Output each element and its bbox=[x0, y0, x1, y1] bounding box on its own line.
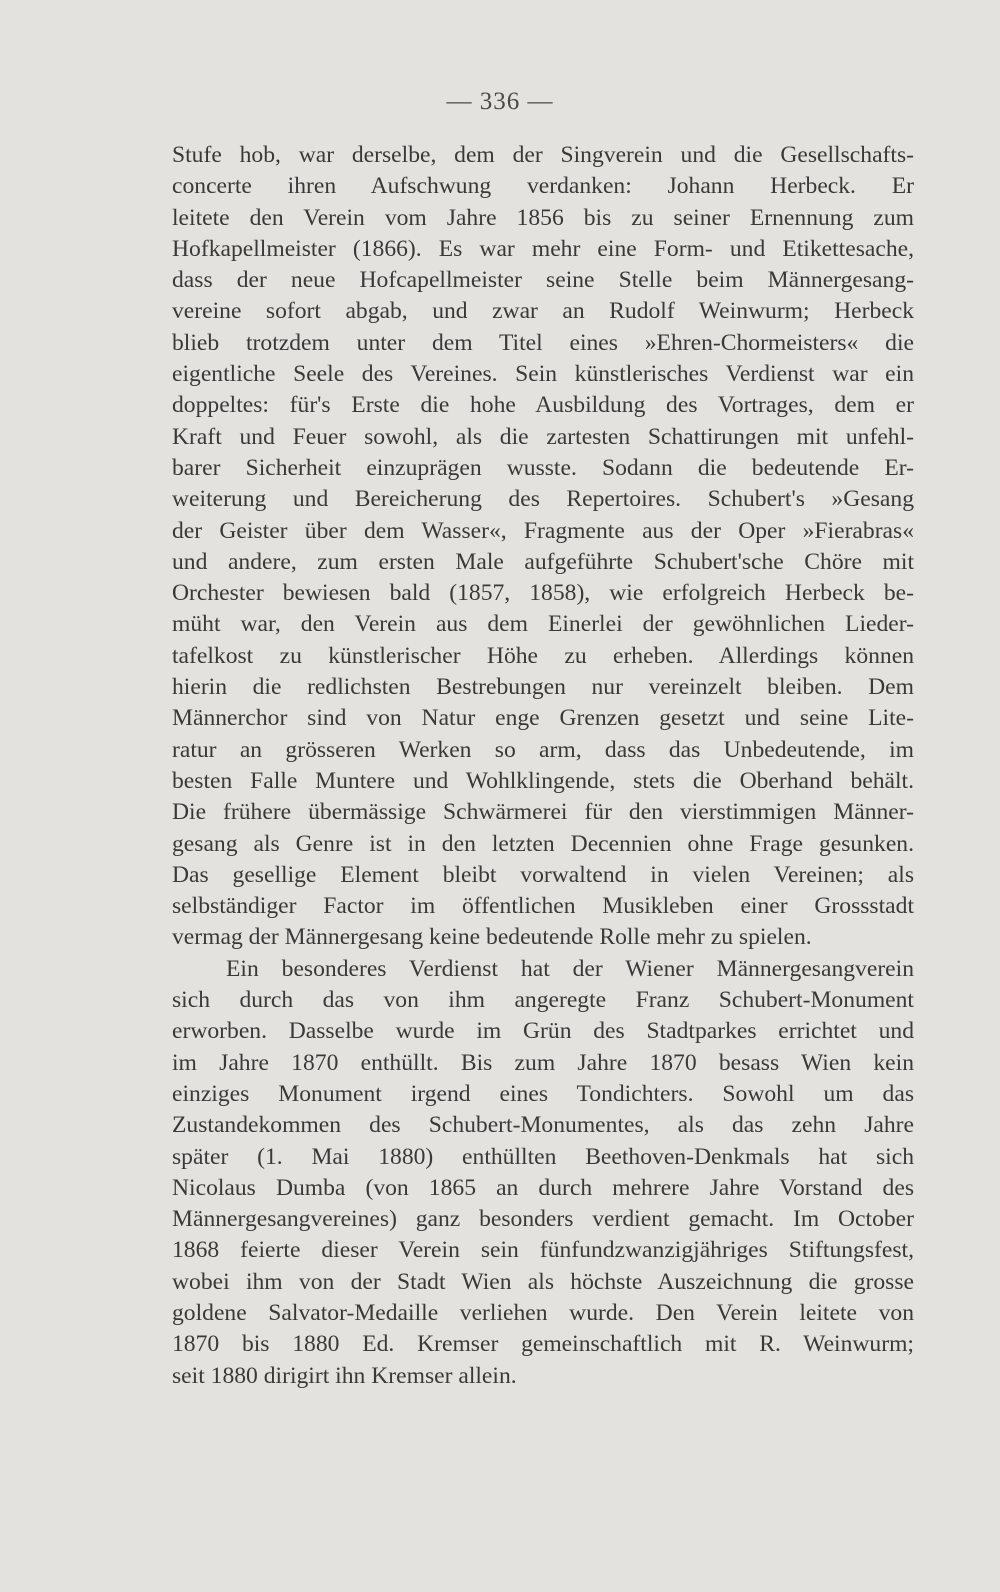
text-line: dass der neue Hofcapellmeister seine Stelle beim Männergesang- bbox=[172, 267, 914, 294]
text-line: doppeltes: für's Erste die hohe Ausbildung des Vortrages, dem er bbox=[172, 392, 914, 419]
text-line: gesang als Genre ist in den letzten Decennien ohne Frage gesunken. bbox=[172, 830, 914, 857]
text-line: Männergesangvereines) ganz besonders verdient gemacht. Im October bbox=[172, 1206, 914, 1233]
text-line: sich durch das von ihm angeregte Franz Schubert-Monument bbox=[172, 987, 914, 1014]
text-line: 1870 bis 1880 Ed. Kremser gemeinschaftlich mit R. Weinwurm; bbox=[172, 1331, 914, 1358]
text-line: erworben. Dasselbe wurde im Grün des Stadtparkes errichtet und bbox=[172, 1018, 914, 1045]
paragraph bbox=[172, 954, 914, 1392]
text-line: Männerchor sind von Natur enge Grenzen gesetzt und seine Lite- bbox=[172, 705, 914, 732]
text-line: vereine sofort abgab, und zwar an Rudolf Weinwurm; Herbeck bbox=[172, 298, 914, 325]
body-text bbox=[172, 140, 914, 1392]
text-line: vermag der Männergesang keine bedeutende Rolle mehr zu spielen. bbox=[172, 924, 812, 951]
paragraph bbox=[172, 140, 914, 954]
text-line: und andere, zum ersten Male aufgeführte Schubert'sche Chöre mit bbox=[172, 548, 914, 575]
text-line: der Geister über dem Wasser«, Fragmente aus der Oper »Fierabras« bbox=[172, 517, 914, 544]
text-line: Das gesellige Element bleibt vorwaltend in vielen Vereinen; als bbox=[172, 861, 914, 888]
text-line: seit 1880 dirigirt ihn Kremser allein. bbox=[172, 1362, 517, 1389]
text-line: besten Falle Muntere und Wohlklingende, stets die Oberhand behält. bbox=[172, 767, 914, 794]
text-line: Kraft und Feuer sowohl, als die zartesten Schattirungen mit unfehl- bbox=[172, 423, 914, 450]
text-line: einziges Monument irgend eines Tondichters. Sowohl um das bbox=[172, 1080, 914, 1107]
text-line: tafelkost zu künstlerischer Höhe zu erheben. Allerdings können bbox=[172, 642, 914, 669]
text-line: Ein besonderes Verdienst hat der Wiener Männergesangverein bbox=[226, 955, 914, 982]
text-line: Stufe hob, war derselbe, dem der Singverein und die Gesellschafts- bbox=[172, 142, 914, 168]
text-line: hierin die redlichsten Bestrebungen nur vereinzelt bleiben. Dem bbox=[172, 674, 914, 701]
text-line: ratur an grösseren Werken so arm, dass das Unbedeutende, im bbox=[172, 736, 914, 763]
text-line: weiterung und Bereicherung des Repertoires. Schubert's »Gesang bbox=[172, 486, 914, 513]
page-number: — 336 — bbox=[446, 88, 554, 115]
text-line: später (1. Mai 1880) enthüllten Beethoven-Denkmals hat sich bbox=[172, 1143, 914, 1170]
text-line: selbständiger Factor im öffentlichen Musikleben einer Grossstadt bbox=[172, 893, 914, 920]
text-line: Zustandekommen des Schubert-Monumentes, als das zehn Jahre bbox=[172, 1112, 914, 1139]
text-line: goldene Salvator-Medaille verliehen wurde. Den Verein leitete von bbox=[172, 1299, 914, 1326]
text-line: barer Sicherheit einzuprägen wusste. Sodann die bedeutende Er- bbox=[172, 454, 914, 481]
text-line: eigentliche Seele des Vereines. Sein künstlerisches Verdienst war ein bbox=[172, 361, 914, 388]
text-line: Hofkapellmeister (1866). Es war mehr eine Form- und Etikettesache, bbox=[172, 235, 914, 262]
text-line: müht war, den Verein aus dem Einerlei der gewöhnlichen Lieder- bbox=[172, 611, 914, 638]
text-line: blieb trotzdem unter dem Titel eines »Ehren-Chormeisters« die bbox=[172, 329, 914, 356]
text-line: Nicolaus Dumba (von 1865 an durch mehrere Jahre Vorstand des bbox=[172, 1174, 914, 1201]
text-line: 1868 feierte dieser Verein sein fünfundzwanzigjähriges Stiftungsfest, bbox=[172, 1237, 914, 1264]
text-line: wobei ihm von der Stadt Wien als höchste Auszeichnung die grosse bbox=[172, 1268, 914, 1295]
text-line: Orchester bewiesen bald (1857, 1858), wie erfolgreich Herbeck be- bbox=[172, 580, 914, 607]
text-line: im Jahre 1870 enthüllt. Bis zum Jahre 1870 besass Wien kein bbox=[172, 1049, 914, 1076]
text-line: leitete den Verein vom Jahre 1856 bis zu seiner Ernennung zum bbox=[172, 204, 914, 231]
text-line: Die frühere übermässige Schwärmerei für den vierstimmigen Männer- bbox=[172, 799, 914, 826]
text-line: concerte ihren Aufschwung verdanken: Johann Herbeck. Er bbox=[172, 173, 914, 200]
